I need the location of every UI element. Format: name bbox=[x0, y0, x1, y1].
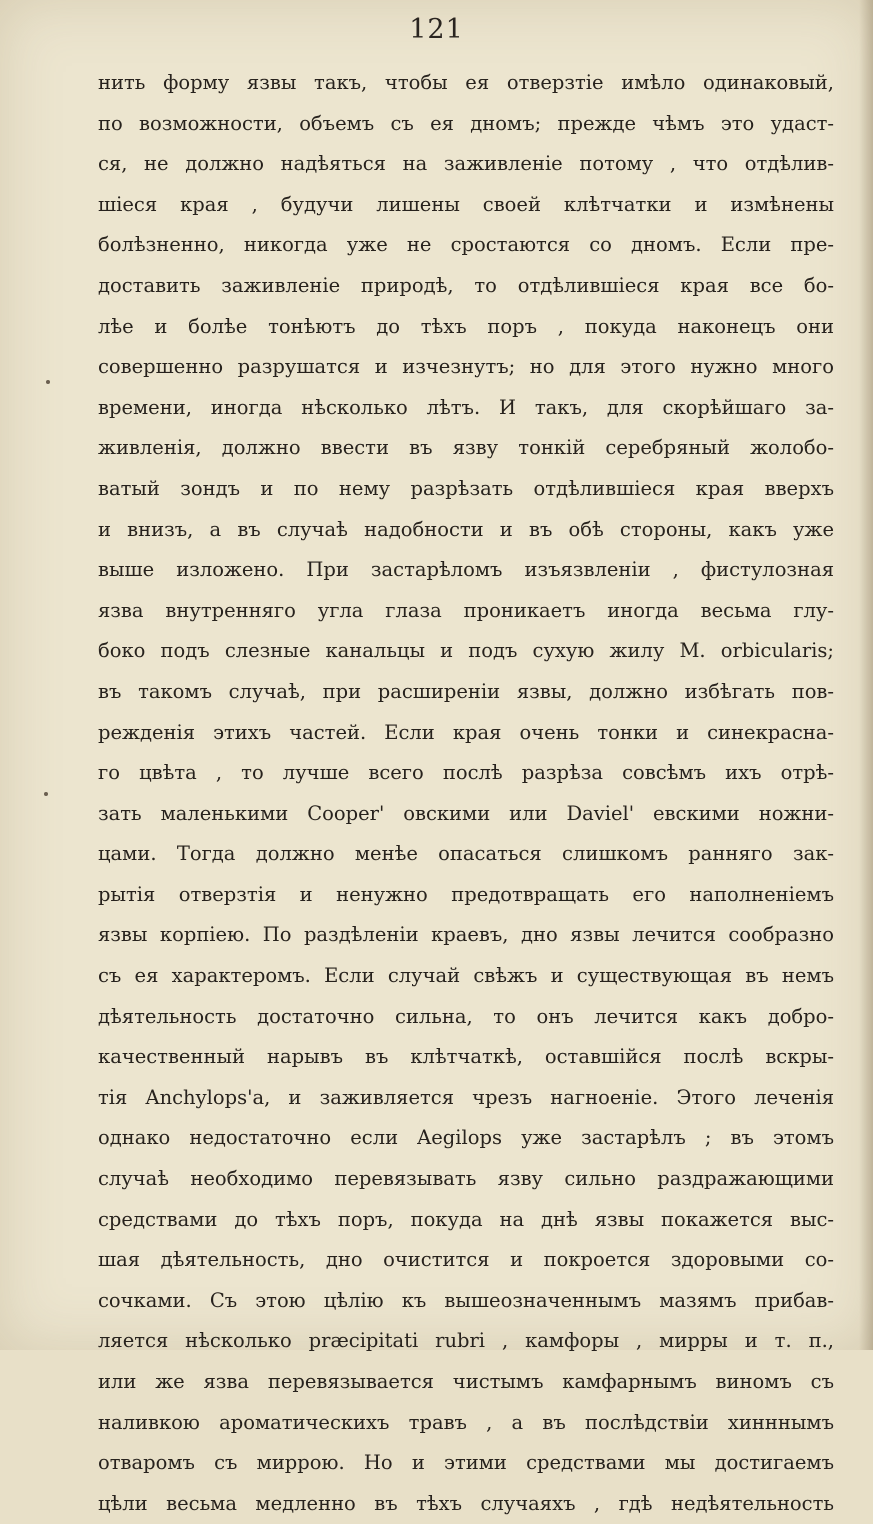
text-line: времени, иногда нѣсколько лѣтъ. И такъ, для скорѣйшаго за- bbox=[98, 395, 834, 419]
text-line: шіеся края , будучи лишены своей клѣтчатки и измѣнены bbox=[98, 192, 834, 216]
text-line: нить форму язвы такъ, чтобы ея отверзтіе имѣло одинаковый, bbox=[98, 71, 834, 94]
text-line: цами. Тогда должно менѣе опасаться слишкомъ ранняго зак- bbox=[98, 842, 834, 866]
page-edge-shadow bbox=[859, 0, 873, 1350]
body-text bbox=[98, 63, 834, 1524]
paper-speck bbox=[44, 792, 48, 796]
text-line: язвы корпіею. По раздѣленіи краевъ, дно язвы лечится сообразно bbox=[98, 923, 834, 947]
text-line: въ такомъ случаѣ, при расширеніи язвы, должно избѣгать пов- bbox=[98, 679, 834, 703]
text-line: съ ея характеромъ. Если случай свѣжъ и существующая въ немъ bbox=[98, 964, 834, 988]
text-line: совершенно разрушатся и изчезнутъ; но для этого нужно много bbox=[98, 355, 834, 379]
text-line: наливкою ароматическихъ травъ , а въ послѣдствіи хинннымъ bbox=[98, 1410, 834, 1434]
text-line: качественный нарывъ въ клѣтчаткѣ, оставшійся послѣ вскры- bbox=[98, 1045, 834, 1069]
text-line: цѣли весьма медленно въ тѣхъ случаяхъ , гдѣ недѣятельность bbox=[98, 1491, 834, 1515]
text-line: дѣятельность достаточно сильна, то онъ лечится какъ добро- bbox=[98, 1004, 834, 1028]
text-line: боко подъ слезные канальцы и подъ сухую жилу M. orbicularis; bbox=[98, 639, 834, 663]
text-line: живленія, должно ввести въ язву тонкій серебряный жолобо- bbox=[98, 436, 834, 460]
text-line: тія Anchylops'a, и заживляется чрезъ нагноеніе. Этого леченія bbox=[98, 1085, 834, 1109]
text-line: доставить заживленіе природѣ, то отдѣлившіеся края все бо- bbox=[98, 273, 834, 297]
text-line: выше изложено. При застарѣломъ изъязвленіи , фистулозная bbox=[98, 558, 834, 582]
text-line: сочками. Съ этою цѣлію къ вышеозначеннымъ мазямъ прибав- bbox=[98, 1288, 834, 1312]
text-line: ляется нѣсколько præcipitati rubri , камфоры , мирры и т. п., bbox=[98, 1329, 834, 1353]
text-line: шая дѣятельность, дно очистится и покроется здоровыми со- bbox=[98, 1248, 834, 1272]
text-line: отваромъ съ миррою. Но и этими средствами мы достигаемъ bbox=[98, 1451, 834, 1475]
text-line: зать маленькими Cooper' овскими или Daviel' евскими ножни- bbox=[98, 801, 834, 825]
text-line: средствами до тѣхъ поръ, покуда на днѣ язвы покажется выс- bbox=[98, 1207, 834, 1231]
text-line: по возможности, объемъ съ ея дномъ; прежде чѣмъ это удаст- bbox=[98, 111, 834, 135]
text-line: ватый зондъ и по нему разрѣзать отдѣлившіеся края вверхъ bbox=[98, 476, 834, 500]
text-line: режденія этихъ частей. Если края очень тонки и синекрасна- bbox=[98, 720, 834, 744]
page-number: 121 bbox=[409, 14, 464, 45]
paper-speck bbox=[46, 380, 50, 384]
text-line: болѣзненно, никогда уже не сростаются со дномъ. Если пре- bbox=[98, 233, 834, 257]
text-line: лѣе и болѣе тонѣютъ до тѣхъ поръ , покуда наконецъ они bbox=[98, 314, 834, 338]
text-line: однако недостаточно если Aegilops уже застарѣлъ ; въ этомъ bbox=[98, 1126, 834, 1150]
text-line: ся, не должно надѣяться на заживленіе потому , что отдѣлив- bbox=[98, 152, 834, 176]
text-line: го цвѣта , то лучше всего послѣ разрѣза совсѣмъ ихъ отрѣ- bbox=[98, 761, 834, 785]
text-line: рытія отверзтія и ненужно предотвращать его наполненіемъ bbox=[98, 882, 834, 906]
text-line: язва внутренняго угла глаза проникаетъ иногда весьма глу- bbox=[98, 598, 834, 622]
text-line: или же язва перевязывается чистымъ камфарнымъ виномъ съ bbox=[98, 1370, 834, 1393]
text-line: случаѣ необходимо перевязывать язву сильно раздражающими bbox=[98, 1167, 834, 1191]
text-line: и внизъ, а въ случаѣ надобности и въ обѣ стороны, какъ уже bbox=[98, 517, 834, 541]
